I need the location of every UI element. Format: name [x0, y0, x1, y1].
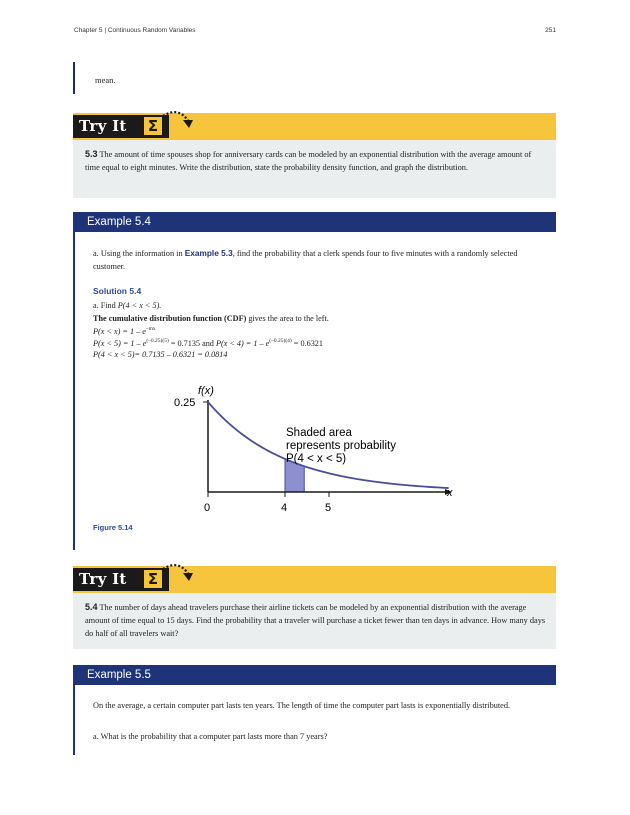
- x-tick-label-0: 0: [204, 502, 211, 514]
- exercise-text: The amount of time spouses shop for anniversary cards can be modeled by an exponential distribution with the average amount of time equal to eight minutes. Write the distribution, state the probability density function, and graph the distribution.: [85, 150, 532, 172]
- line5-math: P(4 < x < 5)= 0.7135 – 0.6321 = 0.0814: [93, 350, 228, 359]
- page-header: [74, 27, 556, 39]
- chapter-title: Chapter 5 | Continuous Random Variables: [74, 27, 196, 34]
- try-it-box-2: [73, 593, 556, 649]
- example-link[interactable]: Example 5.3: [184, 248, 233, 258]
- try-it-label-2: Try It: [73, 568, 169, 591]
- line4-b: = 0.7135 and: [168, 339, 216, 348]
- figure-caption: Figure 5.14: [93, 523, 133, 532]
- annotation-line-2: represents probability: [286, 440, 396, 452]
- solution-line-1: [93, 301, 161, 310]
- example-question: [93, 247, 538, 273]
- line1-math: P(4 < x < 5).: [117, 301, 162, 310]
- try-it-label: Try It: [73, 115, 169, 138]
- line4-exp2: (–0.25)(4): [269, 338, 292, 344]
- line4-a: P(x < 5) = 1 – e: [93, 339, 147, 348]
- line4-d: = 0.6321: [291, 339, 323, 348]
- example-header: Example 5.4: [73, 212, 556, 232]
- example-bar-2: [73, 685, 75, 755]
- annotation-line-3: P(4 < x < 5): [286, 453, 347, 465]
- question-text-rest: , find the probability that a clerk spends four to five minutes with a randomly selected customer.: [93, 249, 518, 271]
- solution-line-5: [93, 350, 227, 359]
- cdf-term: The cumulative distribution function (CDF): [93, 314, 247, 323]
- dotted-arrow-icon-2: [159, 559, 199, 589]
- solution-line-3: [93, 326, 156, 336]
- exponential-graph: [170, 380, 470, 520]
- page-number: 251: [545, 27, 556, 34]
- example-5-5-text: On the average, a certain computer part lasts ten years. The length of time the computer part lasts is exponentially distributed.: [93, 701, 511, 710]
- y-axis-label: f(x): [198, 385, 214, 397]
- mean-text: mean.: [95, 75, 116, 85]
- example-5-5-question: a. What is the probability that a computer part lasts more than 7 years?: [93, 732, 328, 741]
- x-tick-label-5: 5: [325, 502, 332, 514]
- try-it-banner-2: [73, 566, 556, 593]
- exercise-number-2: 5.4: [85, 602, 98, 612]
- solution-title: Solution 5.4: [93, 286, 142, 296]
- dotted-arrow-icon: [159, 106, 199, 136]
- sigma-icon-2: Σ: [144, 570, 162, 588]
- x-axis-label: x: [447, 487, 453, 499]
- solution-line-2: [93, 314, 329, 323]
- section-bar: [73, 62, 75, 94]
- solution-line-4: [93, 338, 323, 348]
- exercise-number: 5.3: [85, 149, 98, 159]
- line4-c: P(x < 4) = 1 – e: [215, 339, 270, 348]
- try-it-box: [73, 140, 556, 198]
- annotation-line-1: Shaded area: [286, 427, 352, 439]
- example-header-2: Example 5.5: [73, 665, 556, 685]
- example-bar: [73, 232, 75, 550]
- line1-pre: a. Find: [93, 301, 118, 310]
- try-it-banner: [73, 113, 556, 140]
- line2-rest: gives the area to the left.: [246, 314, 329, 323]
- line3-math: P(x < x) = 1 – e: [93, 327, 146, 336]
- sigma-icon: Σ: [144, 117, 162, 135]
- question-text: a. Using the information in: [93, 249, 185, 258]
- exercise-text-2: The number of days ahead travelers purchase their airline tickets can be modeled by an exponential distribution with the average amount of time equal to 15 days. Find the probability that a traveler will purchase a ticket fewer than ten days in advance. How many days do half of all travelers wait?: [85, 603, 546, 638]
- line3-exponent: –mx: [145, 326, 156, 332]
- y-tick-label: 0.25: [174, 397, 196, 409]
- x-tick-label-4: 4: [281, 502, 288, 514]
- line4-exp1: (–0.25)(5): [146, 338, 169, 344]
